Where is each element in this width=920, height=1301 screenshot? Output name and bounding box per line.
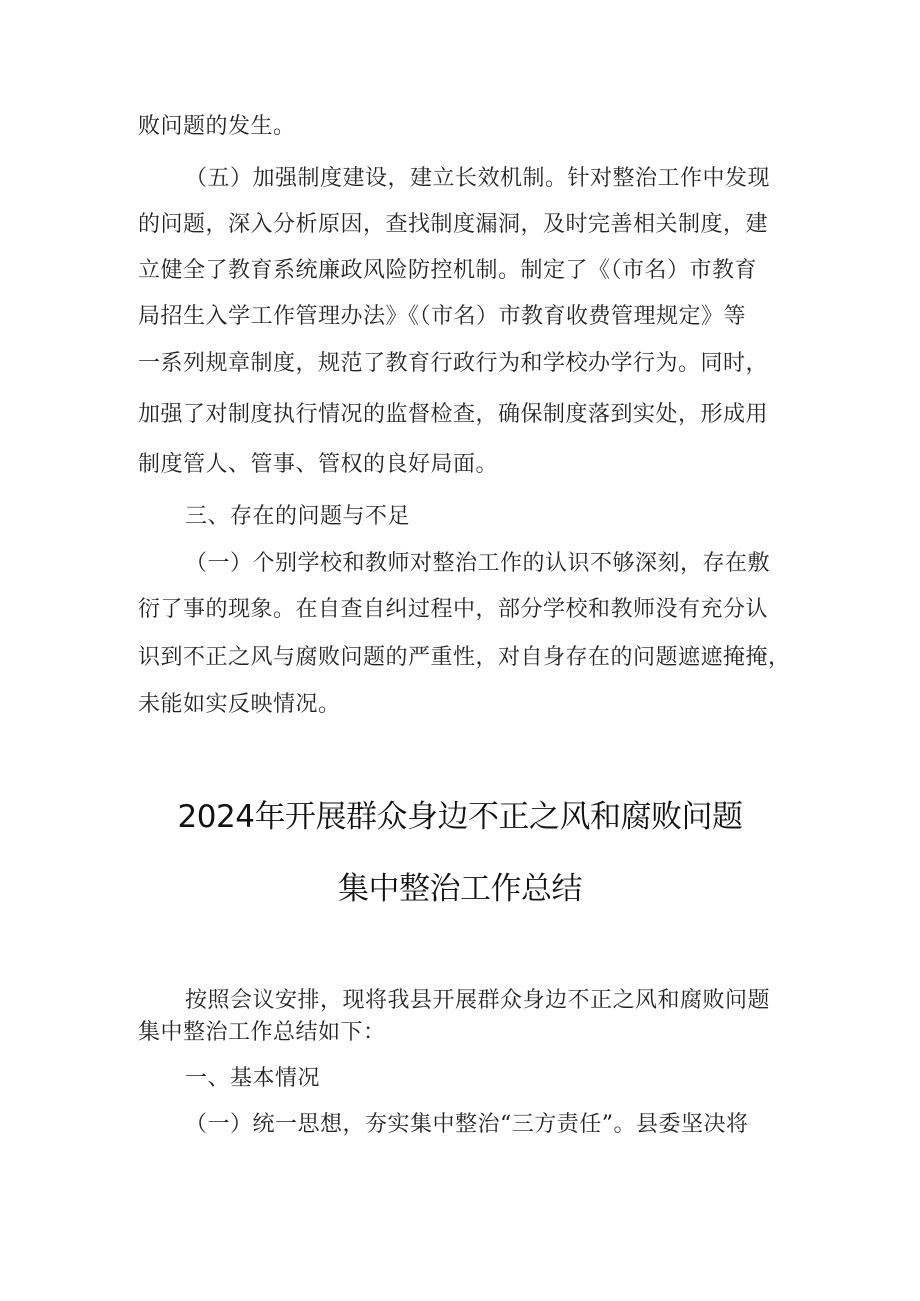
paragraph-line: 立健全了教育系统廉政风险防控机制。制定了《（市名）市教育 bbox=[138, 258, 758, 283]
paragraph-line: 衍了事的现象。在自查自纠过程中，部分学校和教师没有充分认 bbox=[138, 597, 769, 622]
paragraph-line: （一）个别学校和教师对整治工作的认识不够深刻，存在敷 bbox=[185, 551, 771, 576]
section-heading: 一、基本情况 bbox=[185, 1066, 321, 1091]
section-heading: 三、存在的问题与不足 bbox=[185, 504, 411, 529]
paragraph-line: 加强了对制度执行情况的监督检查，确保制度落到实处，形成用 bbox=[138, 402, 769, 427]
paragraph-line: 未能如实反映情况。 bbox=[138, 692, 341, 717]
paragraph-line: 一系列规章制度，规范了教育行政行为和学校办学行为。同时， bbox=[138, 351, 769, 376]
paragraph-line: 败问题的发生。 bbox=[138, 114, 296, 139]
paragraph-line: 局招生入学工作管理办法》《（市名）市教育收费管理规定》等 bbox=[138, 304, 747, 329]
document-title-line-2: 集中整治工作总结 bbox=[338, 871, 582, 907]
paragraph-line: 集中整治工作总结如下： bbox=[138, 1020, 386, 1045]
paragraph-line: 识到不正之风与腐败问题的严重性，对自身存在的问题遮遮掩掩， bbox=[138, 645, 791, 670]
paragraph-line: 制度管人、管事、管权的良好局面。 bbox=[138, 452, 499, 477]
paragraph-line: 按照会议安排，现将我县开展群众身边不正之风和腐败问题 bbox=[185, 988, 771, 1013]
paragraph-line: 的问题，深入分析原因，查找制度漏洞，及时完善相关制度，建 bbox=[138, 212, 769, 237]
paragraph-line: （一）统一思想，夯实集中整治“三方责任”。县委坚决将 bbox=[185, 1112, 749, 1137]
document-title-line-1: 2024年开展群众身边不正之风和腐败问题 bbox=[177, 799, 743, 835]
paragraph-line: （五）加强制度建设，建立长效机制。针对整治工作中发现 bbox=[185, 166, 771, 191]
